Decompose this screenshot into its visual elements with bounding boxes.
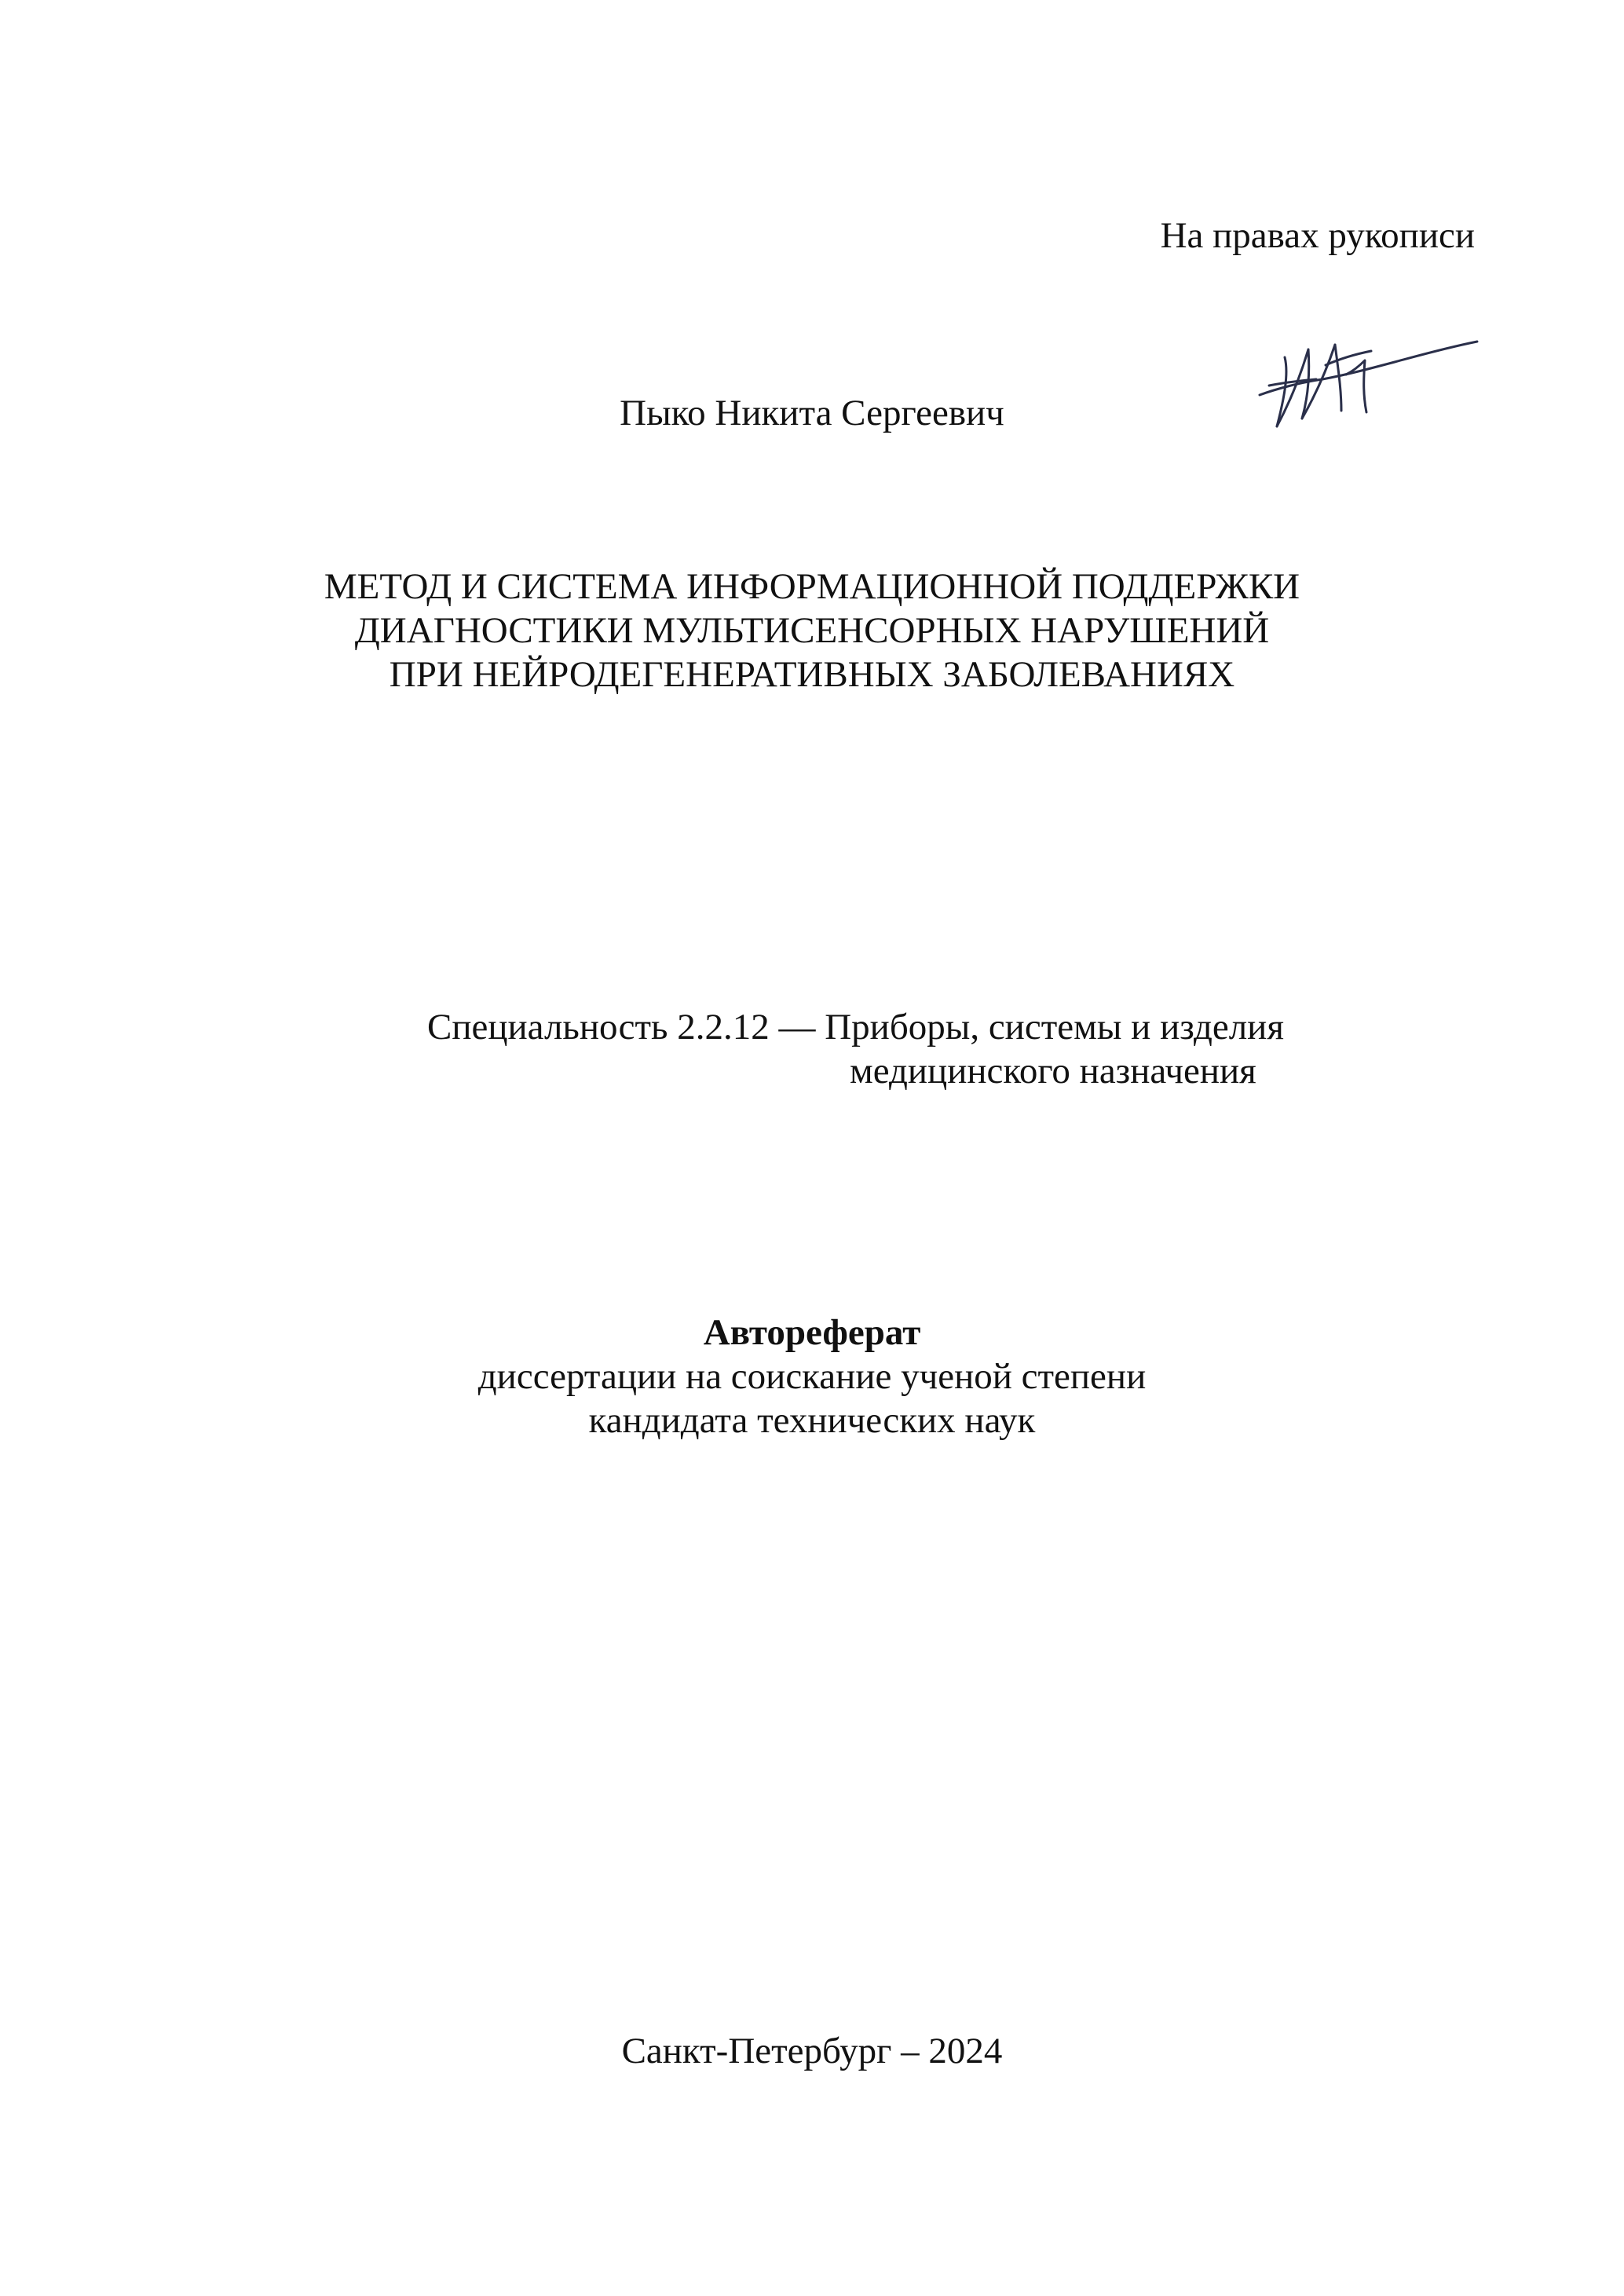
abstract-line-1: диссертации на соискание ученой степени — [477, 1356, 1147, 1397]
abstract-block — [0, 1311, 1624, 1442]
title-line: МЕТОД И СИСТЕМА ИНФОРМАЦИОННОЙ ПОДДЕРЖКИ — [324, 566, 1300, 607]
manuscript-note: На правах рукописи — [1160, 215, 1475, 256]
title-line: ДИАГНОСТИКИ МУЛЬТИСЕНСОРНЫХ НАРУШЕНИЙ — [354, 610, 1270, 651]
abstract-line-2: кандидата технических наук — [588, 1400, 1036, 1441]
specialty-line-1: Специальность 2.2.12 — Приборы, системы и изделия — [427, 1007, 1284, 1047]
abstract-heading: Автореферат — [703, 1312, 921, 1353]
title-line: ПРИ НЕЙРОДЕГЕНЕРАТИВНЫХ ЗАБОЛЕВАНИЯХ — [389, 654, 1235, 695]
specialty-line-2: медицинского назначения — [850, 1051, 1256, 1091]
author-name: Пыко Никита Сергеевич — [620, 393, 1004, 433]
dissertation-title — [0, 565, 1624, 696]
city-year: Санкт-Петербург – 2024 — [621, 2031, 1003, 2071]
